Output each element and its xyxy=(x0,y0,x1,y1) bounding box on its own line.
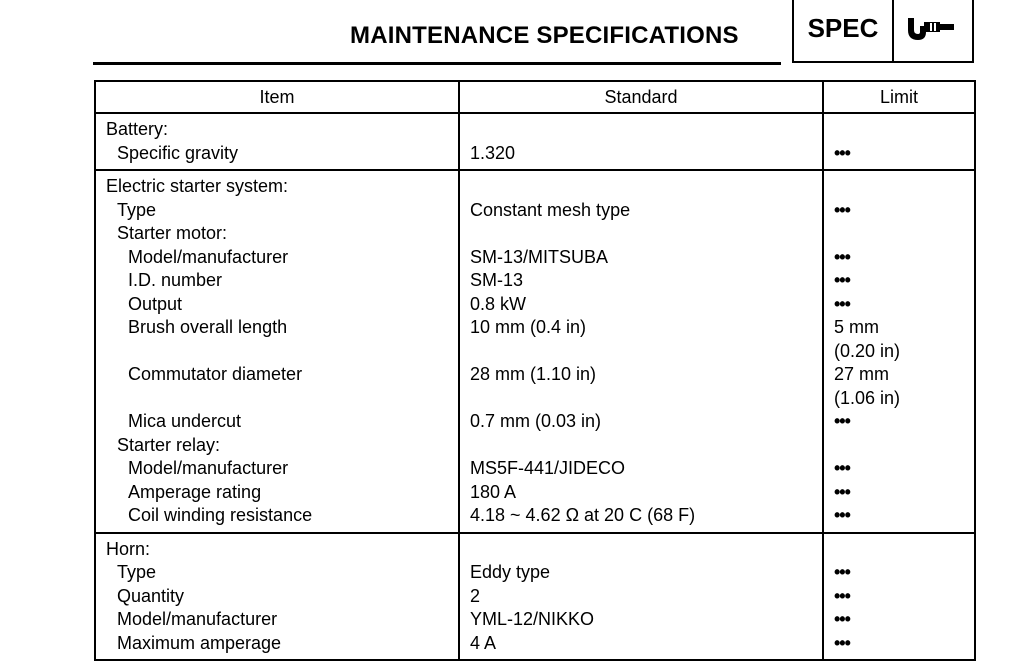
blank-line xyxy=(470,175,822,199)
standard-value: 2 xyxy=(470,585,481,606)
item-label: Maximum amperage xyxy=(117,632,282,653)
limit-cell xyxy=(823,113,975,170)
standard-cell xyxy=(459,533,823,661)
item-label: Output xyxy=(128,293,183,314)
limit-value: ••• xyxy=(834,246,850,267)
limit-value: ••• xyxy=(834,481,850,502)
limit-value: ••• xyxy=(834,270,850,290)
limit-value: ••• xyxy=(834,632,850,653)
standard-value xyxy=(470,222,822,246)
spec-tab xyxy=(792,0,974,63)
blank-line xyxy=(470,387,822,411)
spec-divider xyxy=(892,0,894,61)
limit-value: ••• xyxy=(834,505,850,525)
standard-value: 4 A xyxy=(470,632,497,653)
standard-value: 4.18 ~ 4.62 Ω at 20 C (68 F) xyxy=(470,505,696,525)
item-label: Type xyxy=(117,199,157,220)
limit-value xyxy=(834,222,974,246)
item-label: Type xyxy=(117,562,157,582)
limit-value: 5 mm xyxy=(834,317,879,337)
standard-value: Eddy type xyxy=(470,562,551,582)
section-heading: Horn: xyxy=(106,538,151,559)
limit-value: ••• xyxy=(834,142,850,163)
column-header: Item xyxy=(95,81,459,113)
limit-cell xyxy=(823,533,975,661)
item-cell xyxy=(95,533,459,661)
blank-line xyxy=(470,340,822,364)
standard-value: 0.8 kW xyxy=(470,293,527,314)
item-label: Starter motor: xyxy=(117,223,228,243)
limit-value: ••• xyxy=(834,199,850,220)
limit-value xyxy=(834,434,974,458)
column-header: Standard xyxy=(459,81,823,113)
column-header: Limit xyxy=(823,81,975,113)
limit-value: ••• xyxy=(834,411,850,431)
limit-value: ••• xyxy=(834,585,850,606)
standard-value: 1.320 xyxy=(470,142,516,163)
section-heading: Electric starter system: xyxy=(106,176,289,196)
item-label: I.D. number xyxy=(128,270,223,290)
standard-value: 180 A xyxy=(470,481,517,502)
blank-line xyxy=(834,175,974,199)
table-section-row xyxy=(95,533,975,661)
title-rule xyxy=(93,62,781,65)
item-cell xyxy=(95,113,459,170)
limit-value: (1.06 in) xyxy=(834,387,901,408)
item-label: Model/manufacturer xyxy=(128,246,289,267)
item-label: Amperage rating xyxy=(128,481,262,502)
limit-value: ••• xyxy=(834,458,850,478)
limit-value: ••• xyxy=(834,293,850,314)
spec-label: SPEC xyxy=(807,13,879,43)
blank-line xyxy=(470,538,822,562)
standard-value: SM-13/MITSUBA xyxy=(470,246,609,267)
section-heading: Battery: xyxy=(106,119,169,139)
item-label: Coil winding resistance xyxy=(128,505,313,525)
item-label: Model/manufacturer xyxy=(117,609,278,629)
standard-value: SM-13 xyxy=(470,270,524,290)
blank-line xyxy=(470,118,822,142)
standard-value: 28 mm (1.10 in) xyxy=(470,364,597,384)
item-label: Quantity xyxy=(117,585,185,606)
item-label: Model/manufacturer xyxy=(128,458,289,478)
limit-value: (0.20 in) xyxy=(834,340,901,361)
blank-line xyxy=(106,387,458,411)
item-cell xyxy=(95,170,459,533)
item-label: Commutator diameter xyxy=(128,364,303,384)
item-label: Starter relay: xyxy=(117,434,221,455)
limit-value: ••• xyxy=(834,562,850,582)
item-label: Specific gravity xyxy=(117,142,239,163)
standard-value: Constant mesh type xyxy=(470,199,631,220)
standard-value: MS5F-441/JIDECO xyxy=(470,458,626,478)
table-header-row xyxy=(95,81,975,113)
limit-value: 27 mm xyxy=(834,364,890,384)
page-title: MAINTENANCE SPECIFICATIONS xyxy=(350,22,739,49)
standard-cell xyxy=(459,113,823,170)
limit-cell xyxy=(823,170,975,533)
standard-value: 0.7 mm (0.03 in) xyxy=(470,411,602,431)
blank-line xyxy=(834,538,974,562)
spec-table xyxy=(94,80,976,661)
limit-value: ••• xyxy=(834,609,850,629)
standard-cell xyxy=(459,170,823,533)
standard-value: 10 mm (0.4 in) xyxy=(470,317,587,337)
standard-value: YML-12/NIKKO xyxy=(470,609,595,629)
blank-line xyxy=(106,340,458,364)
table-section-row xyxy=(95,170,975,533)
micrometer-icon xyxy=(906,14,958,49)
blank-line xyxy=(834,118,974,142)
item-label: Brush overall length xyxy=(128,317,288,337)
table-section-row xyxy=(95,113,975,170)
item-label: Mica undercut xyxy=(128,411,242,431)
standard-value xyxy=(470,434,822,458)
